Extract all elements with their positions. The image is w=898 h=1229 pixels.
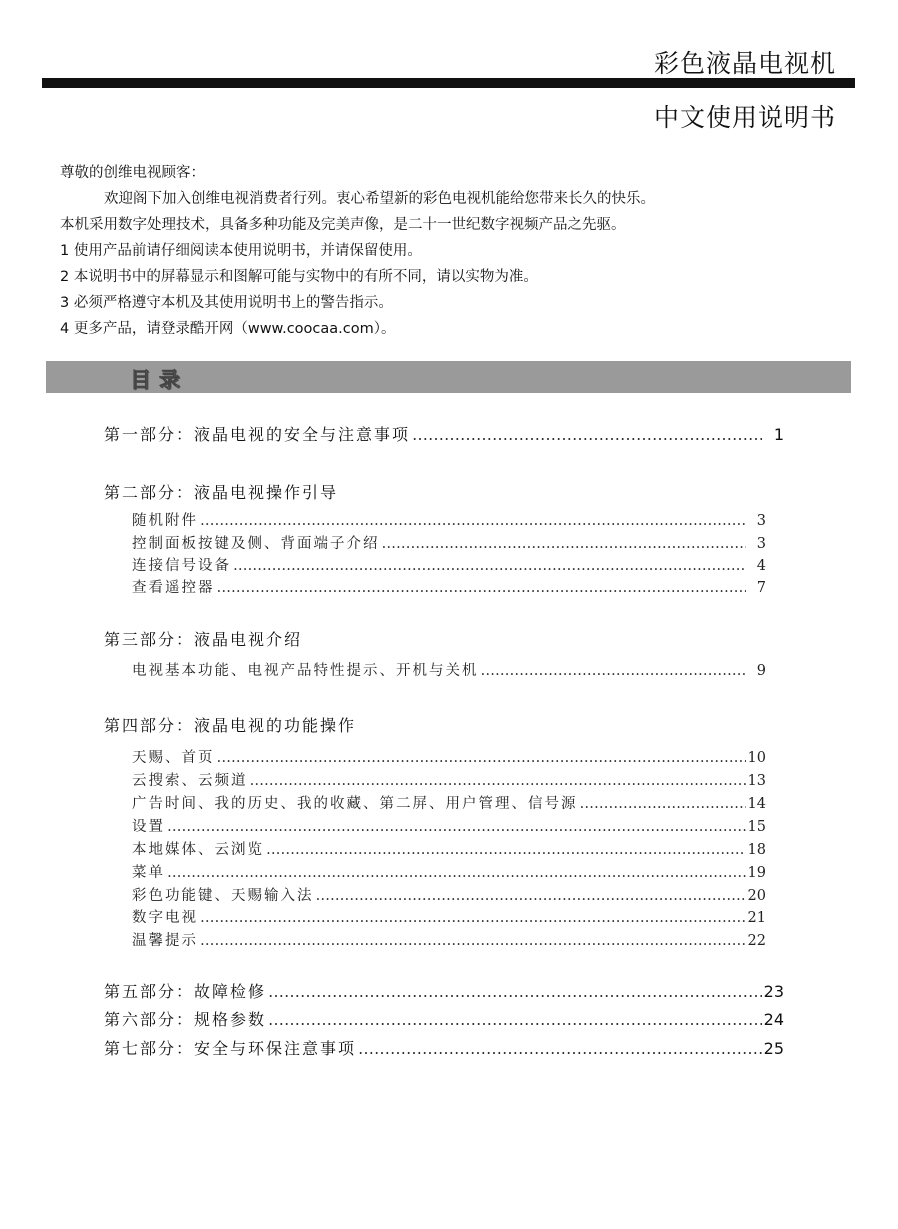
toc-item-label: 连接信号设备 bbox=[132, 558, 231, 574]
toc-item-page: 3 bbox=[756, 513, 766, 529]
leader-dots bbox=[358, 1039, 762, 1058]
toc-item[interactable] bbox=[132, 532, 766, 553]
leader-dots bbox=[412, 425, 762, 444]
toc-item-page: 15 bbox=[747, 819, 766, 835]
toc-item-page: 13 bbox=[747, 773, 766, 789]
leader-dots bbox=[233, 558, 746, 574]
toc-item-page: 7 bbox=[756, 580, 766, 596]
toc-part4-title[interactable]: 第四部分：液晶电视的功能操作 bbox=[104, 716, 357, 735]
toc-part7[interactable] bbox=[104, 1036, 784, 1059]
toc-item-label: 广告时间、我的历史、我的收藏、第二屏、用户管理、信号源 bbox=[132, 796, 578, 812]
toc-item[interactable] bbox=[132, 554, 766, 575]
product-title: 彩色液晶电视机 bbox=[653, 49, 836, 78]
toc-item[interactable] bbox=[132, 792, 766, 813]
toc-item-page: 3 bbox=[756, 536, 766, 552]
leader-dots bbox=[167, 819, 746, 835]
toc-item-label: 彩色功能键、天赐输入法 bbox=[132, 888, 314, 904]
leader-dots bbox=[200, 910, 746, 926]
toc-item-label: 本地媒体、云浏览 bbox=[132, 842, 264, 858]
toc-item-label: 随机附件 bbox=[132, 513, 198, 529]
toc-part6-title: 第六部分：规格参数 bbox=[104, 1010, 267, 1029]
toc-part7-page: 25 bbox=[763, 1039, 784, 1058]
toc-part7-title: 第七部分：安全与环保注意事项 bbox=[104, 1039, 357, 1058]
note-1: 1 使用产品前请仔细阅读本使用说明书，并请保留使用。 bbox=[60, 243, 422, 259]
toc-item[interactable] bbox=[132, 861, 766, 882]
leader-dots bbox=[382, 536, 747, 552]
leader-dots bbox=[217, 750, 746, 766]
toc-item[interactable] bbox=[132, 769, 766, 790]
note-2: 2 本说明书中的屏幕显示和图解可能与实物中的有所不同，请以实物为准。 bbox=[60, 269, 538, 285]
toc-heading: 目录 bbox=[130, 368, 188, 392]
toc-item-page: 21 bbox=[747, 910, 766, 926]
welcome-text: 欢迎阁下加入创维电视消费者行列。衷心希望新的彩色电视机能给您带来长久的快乐。 bbox=[104, 191, 655, 207]
toc-item[interactable] bbox=[132, 746, 766, 767]
toc-part5-page: 23 bbox=[763, 982, 784, 1001]
toc-item[interactable] bbox=[132, 929, 766, 950]
toc-part5[interactable] bbox=[104, 979, 784, 1002]
toc-part6-page: 24 bbox=[763, 1010, 784, 1029]
toc-item-page: 19 bbox=[747, 865, 766, 881]
leader-dots bbox=[481, 663, 747, 679]
toc-item[interactable] bbox=[132, 815, 766, 836]
greeting: 尊敬的创维电视顾客： bbox=[60, 165, 205, 181]
toc-part1-title: 第一部分：液晶电视的安全与注意事项 bbox=[104, 425, 411, 444]
leader-dots bbox=[316, 888, 746, 904]
toc-part1-page: 1 bbox=[773, 425, 784, 444]
toc-item-label: 温馨提示 bbox=[132, 933, 198, 949]
toc-item-page: 14 bbox=[747, 796, 766, 812]
toc-item-label: 云搜索、云频道 bbox=[132, 773, 248, 789]
toc-item[interactable] bbox=[132, 576, 766, 597]
toc-part2-title[interactable]: 第二部分：液晶电视操作引导 bbox=[104, 483, 339, 502]
leader-dots bbox=[268, 1010, 762, 1029]
toc-item-label: 电视基本功能、电视产品特性提示、开机与关机 bbox=[132, 663, 479, 679]
leader-dots bbox=[268, 982, 762, 1001]
toc-item[interactable] bbox=[132, 659, 766, 680]
toc-item[interactable] bbox=[132, 509, 766, 530]
toc-part6[interactable] bbox=[104, 1007, 784, 1030]
toc-item-page: 9 bbox=[756, 663, 766, 679]
tech-text: 本机采用数字处理技术，具备多种功能及完美声像，是二十一世纪数字视频产品之先驱。 bbox=[60, 217, 626, 233]
toc-item[interactable] bbox=[132, 884, 766, 905]
toc-item-label: 菜单 bbox=[132, 865, 165, 881]
toc-item-page: 20 bbox=[747, 888, 766, 904]
manual-title: 中文使用说明书 bbox=[653, 103, 836, 132]
toc-item[interactable] bbox=[132, 906, 766, 927]
leader-dots bbox=[580, 796, 746, 812]
leader-dots bbox=[167, 865, 746, 881]
toc-part1[interactable] bbox=[104, 422, 784, 445]
toc-item-label: 查看遥控器 bbox=[132, 580, 215, 596]
toc-part3-title[interactable]: 第三部分：液晶电视介绍 bbox=[104, 630, 303, 649]
toc-item-page: 4 bbox=[756, 558, 766, 574]
leader-dots bbox=[266, 842, 746, 858]
leader-dots bbox=[250, 773, 746, 789]
toc-item-page: 18 bbox=[747, 842, 766, 858]
toc-item-label: 控制面板按键及侧、背面端子介绍 bbox=[132, 536, 380, 552]
note-4: 4 更多产品，请登录酷开网（www.coocaa.com）。 bbox=[60, 321, 396, 337]
toc-item-label: 天赐、首页 bbox=[132, 750, 215, 766]
toc-item-page: 10 bbox=[747, 750, 766, 766]
toc-part5-title: 第五部分：故障检修 bbox=[104, 982, 267, 1001]
leader-dots bbox=[200, 933, 746, 949]
toc-item[interactable] bbox=[132, 838, 766, 859]
toc-item-page: 22 bbox=[747, 933, 766, 949]
leader-dots bbox=[217, 580, 747, 596]
toc-item-label: 数字电视 bbox=[132, 910, 198, 926]
leader-dots bbox=[200, 513, 746, 529]
toc-item-label: 设置 bbox=[132, 819, 165, 835]
note-3: 3 必须严格遵守本机及其使用说明书上的警告指示。 bbox=[60, 295, 393, 311]
